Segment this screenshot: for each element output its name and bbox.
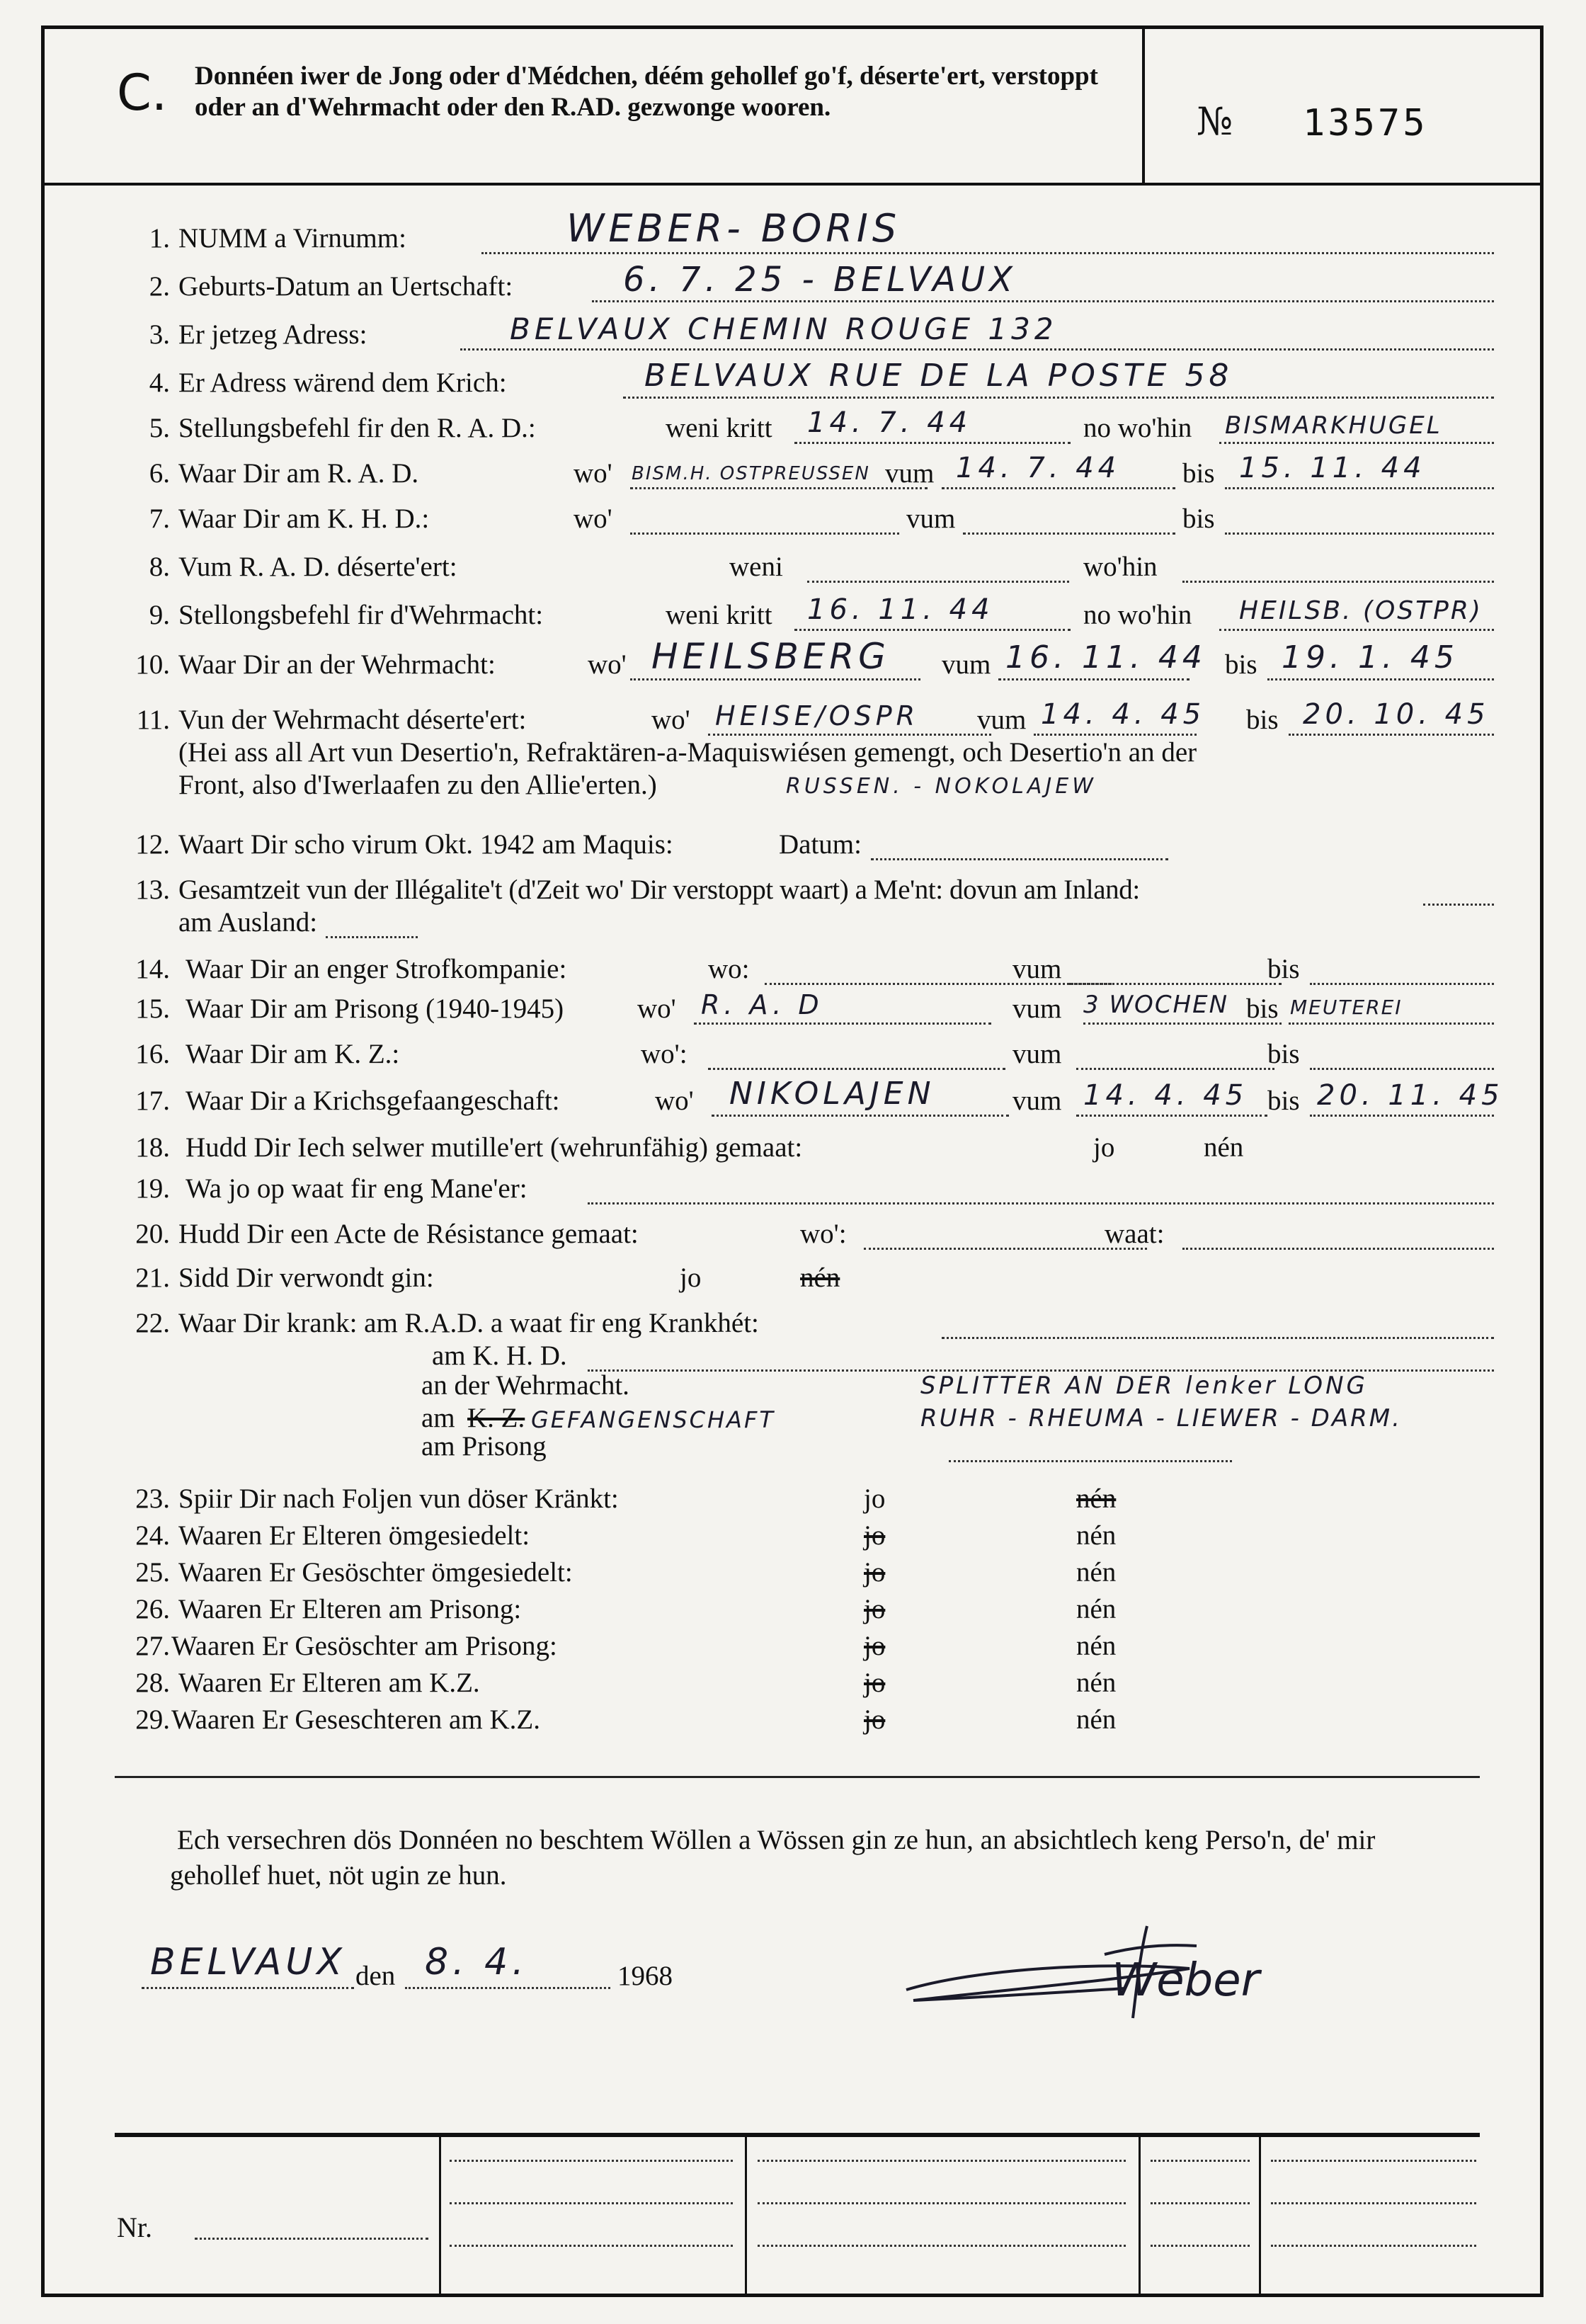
field-parents-camp: 28. Waaren Er Elteren am K.Z. jo nén [106, 1664, 1494, 1702]
signature-place-date: BELVAUX den 8. 4. 1968 [142, 1952, 779, 1990]
field-label: Vum R. A. D. déserte'ert: [178, 552, 457, 582]
field-siblings-camp: 29. Waaren Er Geseschteren am K.Z. jo nén [106, 1701, 1494, 1739]
field-label: Waart Dir scho virum Okt. 1942 am Maquis: [178, 829, 673, 860]
field-value: BISMARKHUGEL [1225, 411, 1442, 440]
field-value: 14. 7. 44 [956, 452, 1121, 484]
field-value: BISM.H. OSTPREUSSEN [632, 463, 870, 484]
field-value: GEFANGENSCHAFT [531, 1406, 775, 1433]
field-concentration-camp: 16. Waar Dir am K. Z.: wo': vum bis [106, 1035, 1494, 1073]
field-method: 19. Wa jo op waat fir eng Mane'er: [106, 1170, 1494, 1208]
field-label: Er jetzeg Adress: [178, 319, 367, 350]
field-note: (Hei ass all Art vun Desertio'n, Refraktären-a-Maquiswiésen gemengt, och Desertio'n an der [178, 737, 1197, 768]
field-wartime-address: 4. Er Adress wärend dem Krich: BELVAUX RUE DE LA POSTE 58 [106, 364, 1494, 402]
field-value: MEUTEREI [1290, 996, 1403, 1019]
header-divider [41, 183, 1544, 186]
field-label: Waar Dir a Krichsgefaangeschaft: [186, 1086, 560, 1116]
field-value: 3 WOCHEN [1083, 991, 1229, 1019]
field-value: 20. 11. 45 [1317, 1079, 1504, 1112]
field-note: Front, also d'Iwerlaafen zu den Allie'erten.) RUSSEN. - NOKOLAJEW [106, 766, 1494, 804]
field-wounded: 21. Sidd Dir verwondt gin: jo nén [106, 1259, 1494, 1297]
field-value: HEILSB. (OSTPR) [1239, 596, 1483, 625]
field-label: Waaren Er Elteren ömgesiedelt: [178, 1520, 530, 1551]
field-khd-service: 7. Waar Dir am K. H. D.: wo' vum bis [106, 500, 1494, 538]
field-rad-desertion: 8. Vum R. A. D. déserte'ert: weni wo'hin [106, 548, 1494, 586]
field-value: 14. 4. 45 [1083, 1079, 1248, 1112]
nr-label: Nr. [117, 2211, 152, 2243]
signature-text: Weber [1112, 1954, 1260, 2007]
field-parents-resettled: 24. Waaren Er Elteren ömgesiedelt: jo nén [106, 1517, 1494, 1555]
field-rad-order: 5. Stellungsbefehl fir den R. A. D.: weni kritt 14. 7. 44 no wo'hin BISMARKHUGEL [106, 409, 1494, 448]
field-label: Waaren Er Gesöschter ömgesiedelt: [178, 1557, 573, 1588]
field-siblings-prison: 27. Waaren Er Gesöschter am Prisong: jo nén [106, 1627, 1494, 1665]
field-value: 14. 7. 44 [807, 406, 972, 439]
signature [892, 1912, 1331, 2039]
field-value: SPLITTER AN DER lenker LONG [920, 1372, 1368, 1400]
field-value: R. A. D [701, 989, 823, 1020]
field-name: 1. NUMM a Virnumm: WEBER- BORIS [106, 220, 1494, 258]
number-sign: № [1197, 99, 1233, 144]
field-value: RUHR - RHEUMA - LIEWER - DARM. [920, 1404, 1402, 1432]
field-current-address: 3. Er jetzeg Adress: BELVAUX CHEMIN ROUGE 132 [106, 316, 1494, 354]
field-value: HEISE/OSPR [715, 700, 920, 731]
field-value: 20. 10. 45 [1303, 698, 1490, 731]
field-value: 14. 4. 45 [1041, 698, 1206, 731]
field-label: Er Adress wärend dem Krich: [178, 368, 507, 398]
field-wehrmacht-desertion: 11. Vun der Wehrmacht déserte'ert: wo' HEISE/OSPR vum 14. 4. 45 bis 20. 10. 45 [106, 701, 1494, 739]
field-value: RUSSEN. - NOKOLAJEW [786, 774, 1097, 799]
field-rad-service: 6. Waar Dir am R. A. D. wo' BISM.H. OSTPREUSSEN vum 14. 7. 44 bis 15. 11. 44 [106, 455, 1494, 493]
field-label: Waaren Er Elteren am Prisong: [178, 1594, 522, 1624]
field-label: Waar Dir an enger Strofkompanie: [186, 954, 567, 984]
field-label: Stellongsbefehl fir d'Wehrmacht: [178, 600, 544, 630]
field-war-captivity: 17. Waar Dir a Krichsgefaangeschaft: wo' NIKOLAJEN vum 14. 4. 45 bis 20. 11. 45 [106, 1082, 1494, 1120]
field-wehrmacht-service: 10. Waar Dir an der Wehrmacht: wo' HEILSBERG vum 16. 11. 44 bis 19. 1. 45 [106, 646, 1494, 684]
field-illness: 22. Waar Dir krank: am R.A.D. a waat fir eng Krankhét: [106, 1304, 1494, 1343]
field-label: Stellungsbefehl fir den R. A. D.: [178, 413, 536, 443]
field-label: Gesamtzeit vun der Illégalite't (d'Zeit wo' Dir verstoppt waart) a Me'nt: dovun am Inland: [178, 875, 1140, 905]
field-value: 16. 11. 44 [807, 593, 994, 626]
header-vertical-divider [1142, 25, 1145, 183]
field-illegality: 13. Gesamtzeit vun der Illégalite't (d'Zeit wo' Dir verstoppt waart) a Me'nt: dovun am Inland: [106, 871, 1494, 909]
field-value: HEILSBERG [651, 636, 890, 677]
field-value: 6. 7. 25 - BELVAUX [623, 260, 1017, 300]
field-prison: 15. Waar Dir am Prisong (1940-1945) wo' R. A. D vum 3 WOCHEN bis MEUTEREI [106, 990, 1494, 1028]
field-value: WEBER- BORIS [566, 206, 901, 251]
section-letter: C. [117, 64, 168, 122]
footer-rule [115, 2133, 1480, 2137]
field-label: Waaren Er Gesöschter am Prisong: [171, 1631, 557, 1661]
field-label: Waar Dir am K. H. D.: [178, 503, 430, 534]
field-birth: 2. Geburts-Datum an Uertschaft: 6. 7. 25 - BELVAUX [106, 268, 1494, 306]
field-penal-company: 14. Waar Dir an enger Strofkompanie: wo: vum bis [106, 950, 1494, 989]
field-label: Hudd Dir Iech selwer mutille'ert (wehrunfähig) gemaat: [186, 1132, 803, 1163]
field-illness-effects: 23. Spiir Dir nach Foljen vun döser Kränkt: jo nén [106, 1480, 1494, 1518]
field-label: Waaren Er Elteren am K.Z. [178, 1668, 480, 1698]
field-value: NIKOLAJEN [729, 1076, 935, 1112]
field-label: Waar Dir an der Wehrmacht: [178, 649, 496, 680]
place-value: BELVAUX [150, 1941, 347, 1983]
field-label: Waar Dir krank: am R.A.D. a waat fir eng Krankhét: [178, 1308, 759, 1338]
field-value: 16. 11. 44 [1005, 639, 1206, 676]
date-value: 8. 4. [425, 1941, 528, 1983]
field-label: Vun der Wehrmacht déserte'ert: [178, 705, 527, 735]
field-siblings-resettled: 25. Waaren Er Gesöschter ömgesiedelt: jo nén [106, 1554, 1494, 1592]
field-label: Waaren Er Geseschteren am K.Z. [171, 1704, 540, 1735]
field-label: NUMM a Virnumm: [178, 223, 406, 254]
field-label: Sidd Dir verwondt gin: [178, 1263, 434, 1293]
nen-struck: nén [800, 1263, 840, 1293]
field-value: 15. 11. 44 [1239, 452, 1426, 484]
field-label: Waar Dir am Prisong (1940-1945) [186, 993, 564, 1024]
form-heading: Donnéen iwer de Jong oder d'Médchen, déém gehollef go'f, déserte'ert, verstoppt oder an d'Wehrmacht oder den R.AD. gezwonge wooren. [195, 62, 1098, 122]
field-parents-prison: 26. Waaren Er Elteren am Prisong: jo nén [106, 1590, 1494, 1629]
field-value: BELVAUX RUE DE LA POSTE 58 [644, 358, 1233, 394]
field-label: Waar Dir am R. A. D. [178, 458, 419, 489]
section-divider [115, 1776, 1480, 1778]
field-value: BELVAUX CHEMIN ROUGE 132 [510, 312, 1058, 346]
form-number: 13575 [1303, 102, 1428, 144]
field-maquis: 12. Waart Dir scho virum Okt. 1942 am Maquis: Datum: [106, 826, 1494, 864]
field-wehrmacht-order: 9. Stellongsbefehl fir d'Wehrmacht: weni kritt 16. 11. 44 no wo'hin HEILSB. (OSTPR) [106, 596, 1494, 634]
field-label: Geburts-Datum an Uertschaft: [178, 271, 513, 302]
field-label: Wa jo op waat fir eng Mane'er: [186, 1173, 527, 1204]
declaration-text: Ech versechren dös Donnéen no beschtem Wöllen a Wössen gin ze hun, an absichtlech keng Perso'n, de' mir gehollef huet, nöt ugin ze hun. [170, 1825, 1376, 1891]
field-value: 19. 1. 45 [1282, 639, 1459, 676]
field-label: Waar Dir am K. Z.: [186, 1039, 400, 1069]
field-abroad: am Ausland: [106, 904, 1494, 942]
field-self-mutilation: 18. Hudd Dir Iech selwer mutille'ert (wehrunfähig) gemaat: jo nén [106, 1129, 1494, 1167]
field-resistance: 20. Hudd Dir een Acte de Résistance gemaat: wo': waat: [106, 1215, 1494, 1253]
field-label: Hudd Dir een Acte de Résistance gemaat: [178, 1219, 639, 1249]
field-label: Spiir Dir nach Foljen vun döser Kränkt: [178, 1483, 619, 1514]
